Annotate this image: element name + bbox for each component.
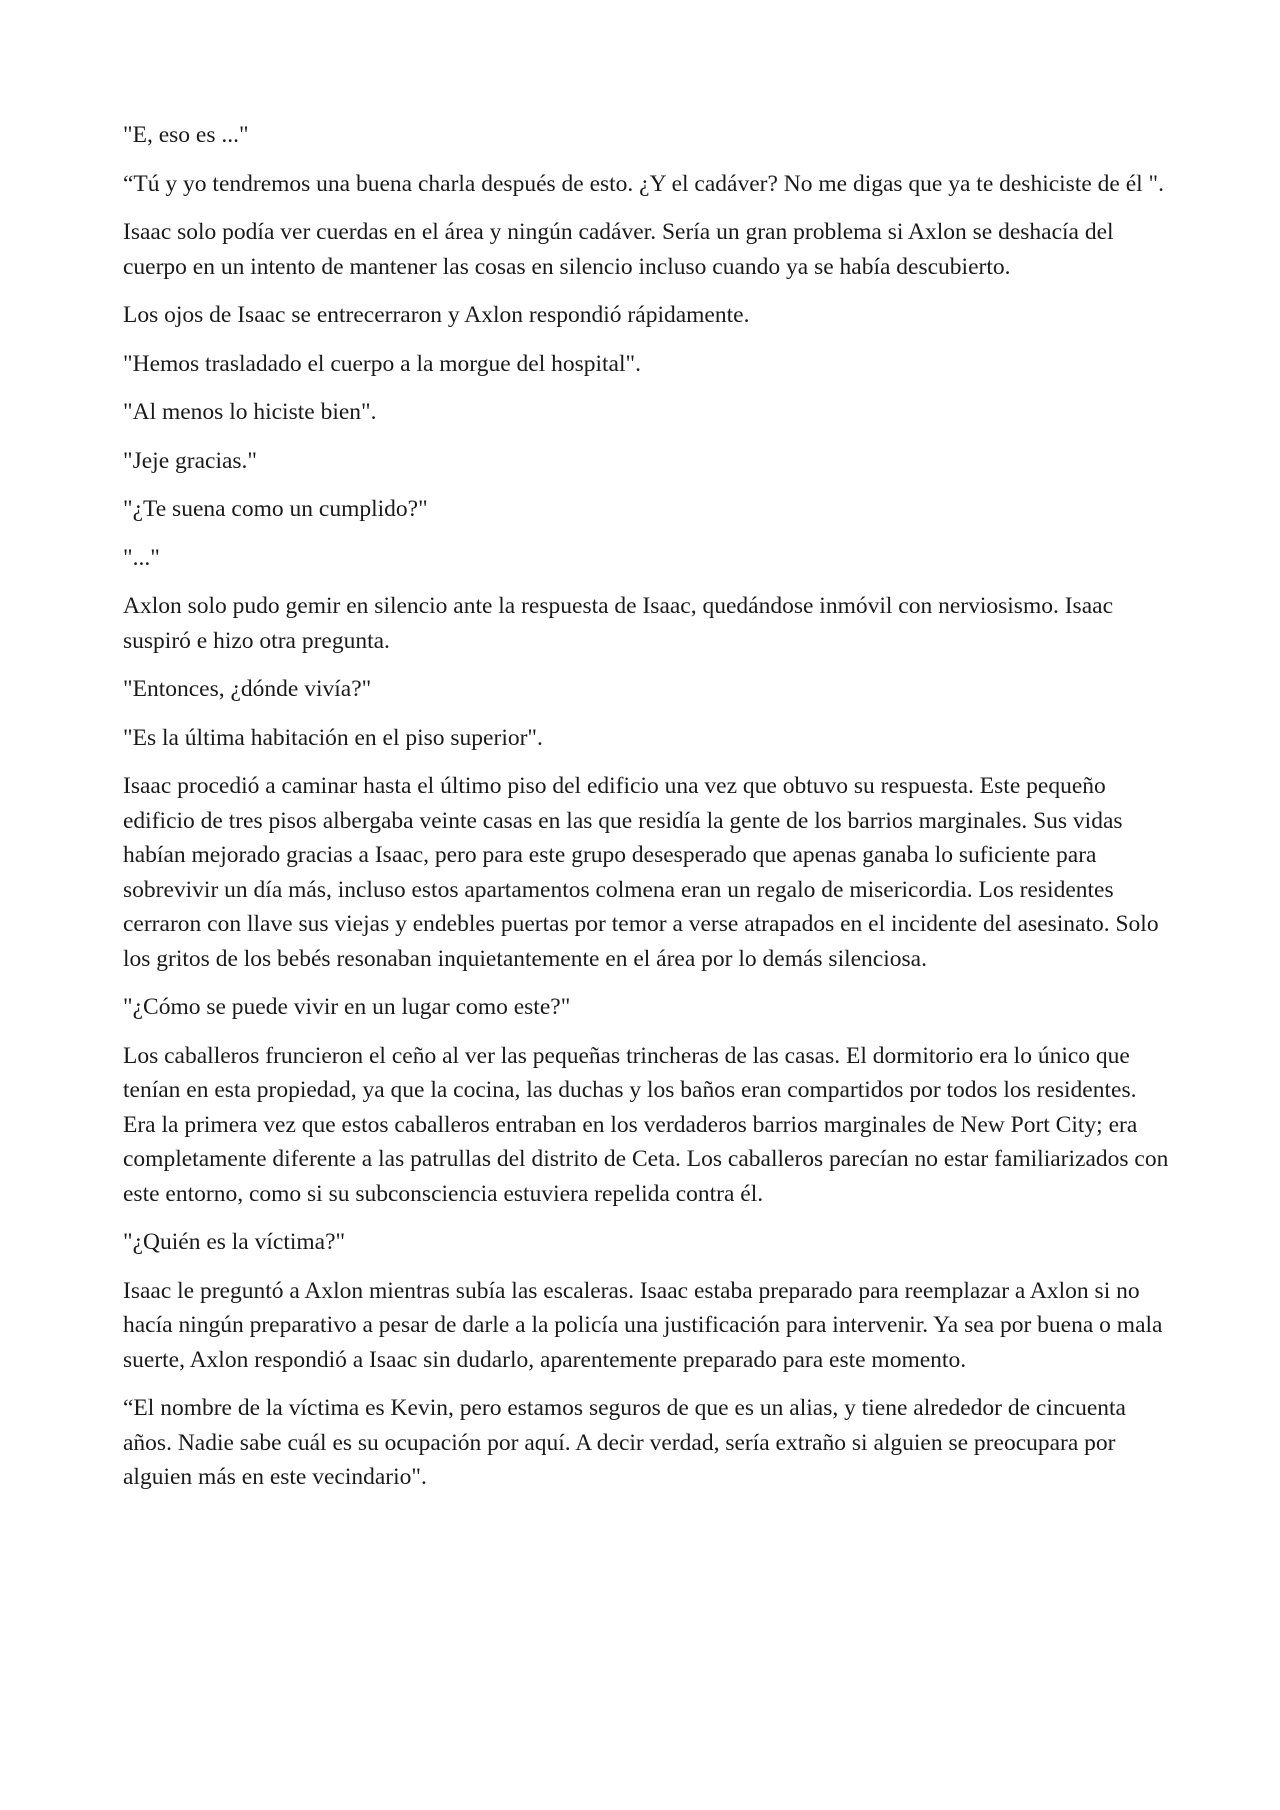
paragraph: "E, eso es ..." xyxy=(123,122,249,148)
paragraph: “El nombre de la víctima es Kevin, pero estamos seguros de que es un alias, y tiene alrededor de cincuenta años. Nadie sabe cuál es su ocupación por aquí. A decir verdad, sería extraño si alguien se preocupara por alguien más en este vecindario". xyxy=(123,1395,1126,1490)
document-page xyxy=(123,118,1173,1509)
paragraph: Axlon solo pudo gemir en silencio ante la respuesta de Isaac, quedándose inmóvil con nerviosismo. Isaac suspiró e hizo otra pregunta. xyxy=(123,593,1113,654)
paragraph: Los ojos de Isaac se entrecerraron y Axlon respondió rápidamente. xyxy=(123,302,750,328)
paragraph: "¿Te suena como un cumplido?" xyxy=(123,496,428,522)
paragraph: "..." xyxy=(123,544,160,571)
paragraph: "Al menos lo hiciste bien". xyxy=(123,399,377,425)
paragraph: "Hemos trasladado el cuerpo a la morgue del hospital". xyxy=(123,350,641,377)
paragraph: "Entonces, ¿dónde vivía?" xyxy=(123,676,372,702)
paragraph: "Jeje gracias." xyxy=(123,447,258,474)
paragraph: Isaac procedió a caminar hasta el último piso del edificio una vez que obtuvo su respuesta. Este pequeño edificio de tres pisos albergaba veinte casas en las que residía la gente de los barrios marginales. Sus vidas habían mejorado gracias a Isaac, pero para este grupo desesperado que apenas ganaba lo suficiente para sobrevivir un día más, incluso estos apartamentos colmena eran un regalo de misericordia. Los residentes cerraron con llave sus viejas y endebles puertas por temor a verse atrapados en el incidente del asesinato. Solo los gritos de los bebés resonaban inquietantemente en el área por lo demás silenciosa. xyxy=(123,773,1159,972)
paragraph: Isaac solo podía ver cuerdas en el área y ningún cadáver. Sería un gran problema si Axlon se deshacía del cuerpo en un intento de mantener las cosas en silencio incluso cuando ya se había descubierto. xyxy=(123,219,1114,280)
paragraph: "¿Quién es la víctima?" xyxy=(123,1229,346,1255)
paragraph: "¿Cómo se puede vivir en un lugar como este?" xyxy=(123,994,571,1020)
paragraph: "Es la última habitación en el piso superior". xyxy=(123,724,543,751)
paragraph: “Tú y yo tendremos una buena charla después de esto. ¿Y el cadáver? No me digas que ya te deshiciste de él ". xyxy=(123,170,1165,197)
paragraph: Isaac le preguntó a Axlon mientras subía las escaleras. Isaac estaba preparado para reemplazar a Axlon si no hacía ningún preparativo a pesar de darle a la policía una justificación para intervenir. Ya sea por buena o mala suerte, Axlon respondió a Isaac sin dudarlo, aparentemente preparado para este momento. xyxy=(123,1277,1163,1373)
paragraph: Los caballeros fruncieron el ceño al ver las pequeñas trincheras de las casas. El dormitorio era lo único que tenían en esta propiedad, ya que la cocina, las duchas y los baños eran compartidos por todos los residentes. Era la primera vez que estos caballeros entraban en los verdaderos barrios marginales de New Port City; era completamente diferente a las patrullas del distrito de Ceta. Los caballeros parecían no estar familiarizados con este entorno, como si su subconsciencia estuviera repelida contra él. xyxy=(123,1042,1169,1207)
